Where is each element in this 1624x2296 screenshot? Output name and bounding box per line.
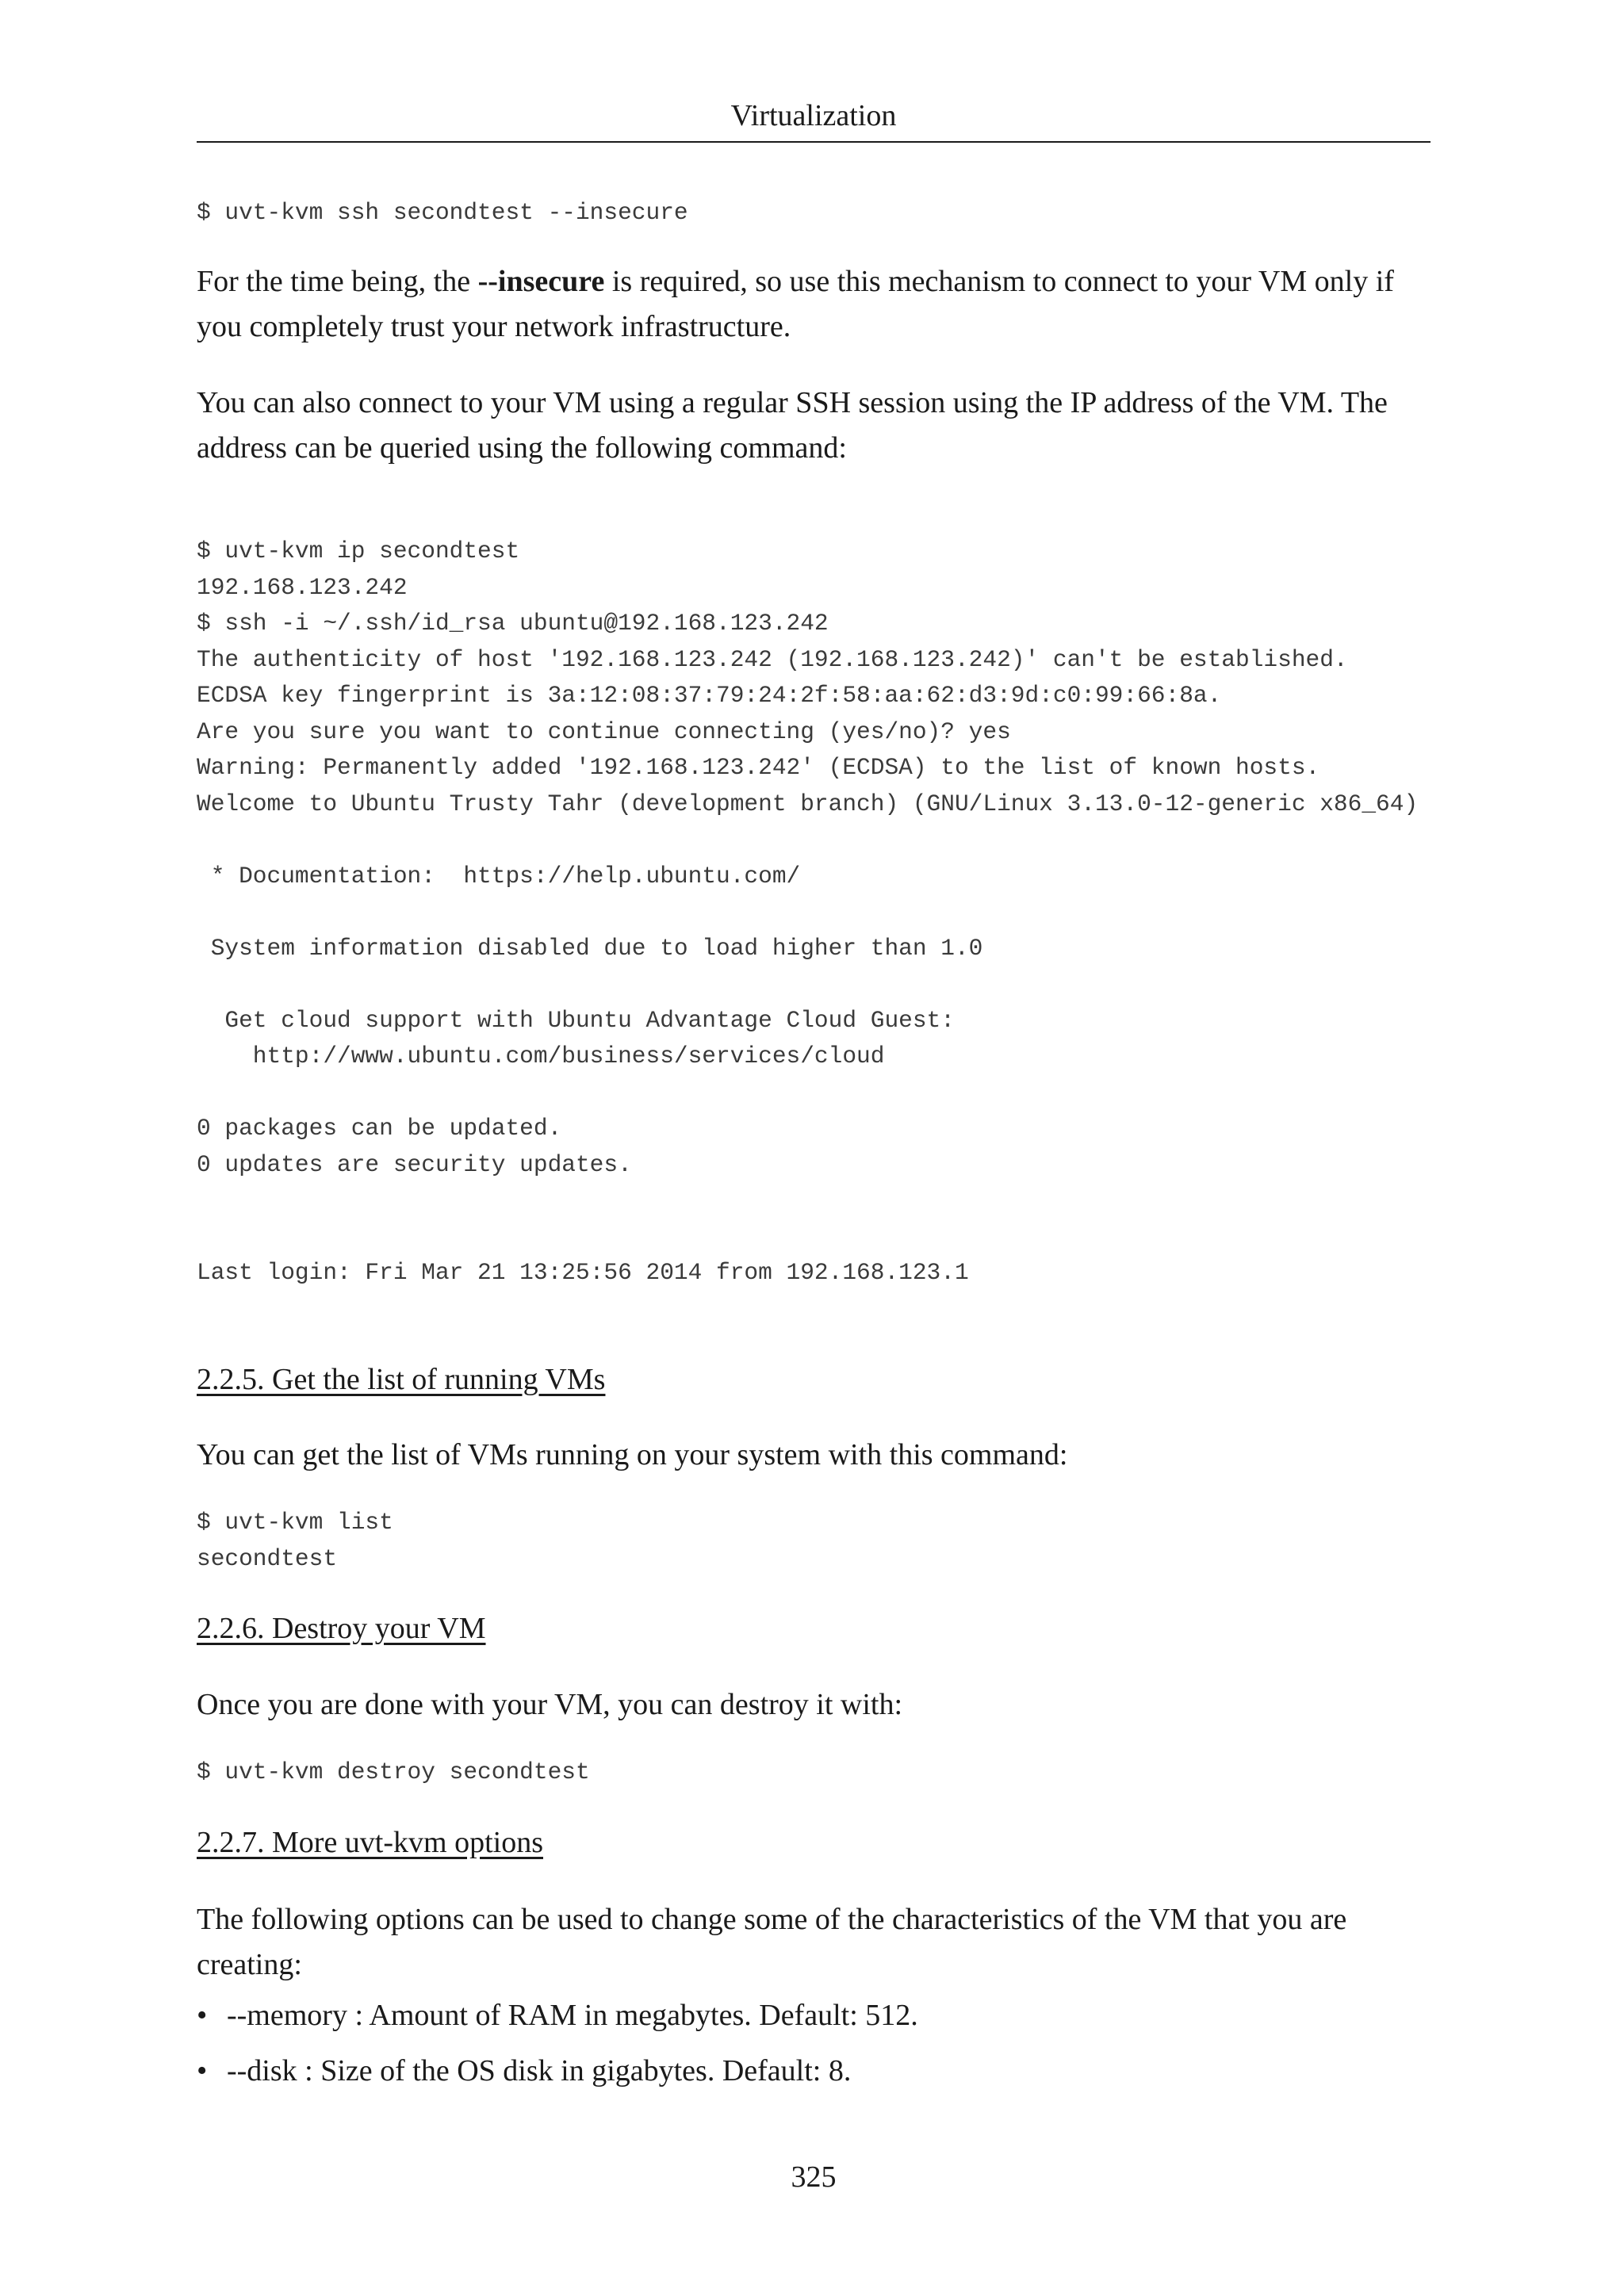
bullet-icon: • xyxy=(197,1999,208,2032)
heading-more-options: 2.2.7. More uvt-kvm options xyxy=(197,1826,543,1859)
paragraph-insecure-after: is required, so use this mechanism to connect to your VM only if you completely trust your network infrastructure. xyxy=(197,265,1394,343)
insecure-option-bold: --insecure xyxy=(477,265,605,298)
list-item xyxy=(197,1996,918,2052)
code-destroy-vm: $ uvt-kvm destroy secondtest xyxy=(197,1758,590,1785)
code-ssh-insecure: $ uvt-kvm ssh secondtest --insecure xyxy=(197,199,688,226)
paragraph-list-vms: You can get the list of VMs running on your system with this command: xyxy=(197,1438,1068,1471)
code-ssh-session xyxy=(197,534,1418,1292)
code-line: ECDSA key fingerprint is 3a:12:08:37:79:24:2f:58:aa:62:d3:9d:c0:99:66:8a. xyxy=(197,682,1222,709)
options-list xyxy=(197,1996,918,2107)
code-line: Warning: Permanently added '192.168.123.242' (ECDSA) to the list of known hosts. xyxy=(197,754,1320,781)
list-item-text: --disk : Size of the OS disk in gigabytes. Default: 8. xyxy=(227,2054,852,2087)
code-line: Welcome to Ubuntu Trusty Tahr (development branch) (GNU/Linux 3.13.0-12-generic x86_64) xyxy=(197,790,1419,817)
heading-list-vms: 2.2.5. Get the list of running VMs xyxy=(197,1363,606,1396)
code-line: Last login: Fri Mar 21 13:25:56 2014 from 192.168.123.1 xyxy=(197,1259,969,1286)
code-line: $ ssh -i ~/.ssh/id_rsa ubuntu@192.168.123.242 xyxy=(197,610,829,637)
paragraph-insecure-before: For the time being, the xyxy=(197,265,478,298)
paragraph-more-options: The following options can be used to change some of the characteristics of the VM that you are creating: xyxy=(197,1903,1347,1981)
code-list-vms xyxy=(197,1505,393,1577)
code-line: secondtest xyxy=(197,1544,338,1572)
list-item xyxy=(197,2052,918,2107)
code-line: System information disabled due to load higher than 1.0 xyxy=(197,934,983,962)
paragraph-destroy-vm: Once you are done with your VM, you can destroy it with: xyxy=(197,1688,903,1721)
code-line: * Documentation: https://help.ubuntu.com/ xyxy=(197,862,801,890)
code-line: http://www.ubuntu.com/business/services/cloud xyxy=(197,1043,885,1070)
bullet-icon: • xyxy=(197,2054,208,2087)
code-line: 0 packages can be updated. xyxy=(197,1115,562,1142)
paragraph-regular-ssh: You can also connect to your VM using a regular SSH session using the IP address of the VM. The address can be queried using the following command: xyxy=(197,386,1388,465)
code-line: $ uvt-kvm list xyxy=(197,1509,393,1536)
code-line: 0 updates are security updates. xyxy=(197,1150,632,1178)
page-number: 325 xyxy=(791,2160,837,2194)
list-item-text: --memory : Amount of RAM in megabytes. Default: 512. xyxy=(227,1999,918,2032)
heading-destroy-vm: 2.2.6. Destroy your VM xyxy=(197,1612,486,1645)
code-line: 192.168.123.242 xyxy=(197,573,408,601)
running-header: Virtualization xyxy=(197,97,1431,143)
code-line: $ uvt-kvm ip secondtest xyxy=(197,538,520,564)
code-line: Get cloud support with Ubuntu Advantage Cloud Guest: xyxy=(197,1006,955,1034)
code-line: The authenticity of host '192.168.123.242 (192.168.123.242)' can't be established. xyxy=(197,645,1348,673)
code-line: Are you sure you want to continue connecting (yes/no)? yes xyxy=(197,718,1011,745)
paragraph-insecure xyxy=(197,259,1431,350)
